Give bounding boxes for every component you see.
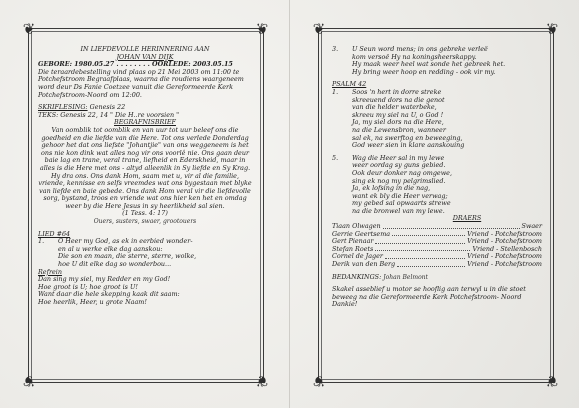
corner-ornament-icon: ❦: [545, 372, 559, 390]
pallbearer-name: Stefan Roets: [332, 244, 374, 253]
lied-line: Die son en maan, die sterre, sterre, wolke,: [58, 252, 197, 261]
pallbearer-name: Gert Pienaar: [332, 237, 374, 246]
pallbearer-role: Vriend - Potchefstroom: [467, 237, 542, 246]
lied-line: hoe U dit elke dag so wonderbou...: [58, 260, 172, 269]
pallbearer-role: Vriend - Potchefstroom: [467, 229, 542, 238]
lied-verse-number: 1.: [38, 237, 45, 246]
corner-ornament-icon: ❦: [22, 372, 36, 390]
fold-line: [289, 0, 290, 408]
verse-line: na die Lewensbron, wanneer: [352, 125, 446, 134]
lied-line: en al u werke elke dag aanskou:: [58, 244, 163, 253]
right-page-content: [332, 46, 542, 309]
pallbearer-name: Gerrie Geertsema: [332, 229, 391, 238]
pallbearer-name: Tiaan Olwagen: [332, 222, 381, 231]
psalm-verse-1: [332, 89, 542, 150]
deceased-name: JOHAN VAN DIJK: [116, 52, 174, 61]
corner-ornament-icon: ❦: [545, 20, 559, 38]
verse-line: want ek bly die Heer verwag;: [352, 191, 448, 200]
verse-number: 5.: [332, 153, 339, 162]
corner-ornament-icon: ❦: [312, 20, 326, 38]
pallbearer-role: Vriend - Potchefstroom: [467, 260, 542, 269]
begrafnis-signature: Ouers, susters, swaer, grootouers: [93, 218, 197, 226]
verse-line: Ja, my siel dors na die Here,: [352, 118, 444, 127]
scripture-value: Genesis 22: [89, 103, 126, 112]
lied-verse: [38, 238, 252, 268]
bedankings-value: Johan Belmont: [383, 273, 428, 281]
corner-ornament-icon: ❦: [255, 20, 269, 38]
refrein-line: Hoe heerlik, Heer, u grote Naam!: [38, 298, 147, 306]
lied-title: LIED #64: [38, 229, 71, 238]
pallbearer-name: Cornel de Jager: [332, 252, 383, 261]
verse-line: kom versoë Hy na koningsheerskappy.: [352, 52, 477, 61]
hymn-verse-3: [332, 46, 542, 76]
verse-line: sing ek nog my pelgrimslied.: [352, 176, 446, 185]
verse-line: na die bronwel van my lewe.: [352, 206, 445, 215]
verse-line: Ook deur donker nag omgewe,: [352, 168, 452, 177]
refrein-title: Refrein: [38, 267, 62, 276]
verse-number: 3.: [332, 45, 339, 53]
scripture-label: SKRIFLESING:: [38, 103, 88, 112]
left-page-content: [38, 46, 252, 307]
pallbearer-list: [332, 223, 542, 269]
begrafnis-body: Van oomblik tot oomblik en van uur tot uur beleef ons die goedheid en die liefde van die Here. Tot ons verlede Donderdag gehoor het dat ons liefste "Johantjie" van ons weggeneem is het ons nie kon dink wat alles nog vir ons voorlê nie. Ons gaan deur baie lag en trane, veral trane, liefheid en Ederskheid, maar in alles is die Here met ons - altyd alleenlik in Sy liefde en Sy Krag. Hy dra ons. Ons dank Hom, saam met u, vir al die familie, vriende, kennisse en selfs vreemdes wat ons bygestaan met blyke van liefde en baie gebede. Ons dank Hom veral vir die liefdevolle sorg, bystand, troos en vriende wat ons hier ken het en omdag weer by die Here Jesus in sy heerlikheid sal sien.: [38, 125, 252, 210]
text-value: Genesis 22, 14 " Die H..re voorsien ": [60, 110, 180, 119]
verse-line: skreeu my siel na U, o God !: [352, 110, 444, 119]
bedankings-label: BEDANKINGS:: [332, 272, 382, 281]
pallbearer-role: Swaer: [521, 222, 542, 231]
verse-line: Soos 'n hert in dorre streke: [352, 87, 442, 96]
pallbearer-role: Vriend - Potchefstroom: [467, 252, 542, 261]
lied-line: O Heer my God, as ek in eerbied wonder-: [58, 237, 193, 246]
pallbearer-role: Vriend - Stellenbosch: [472, 244, 542, 253]
pallbearer-name: Derik van den Berg: [332, 260, 396, 269]
pallbearer-row: [332, 261, 542, 269]
corner-ornament-icon: ❦: [312, 372, 326, 390]
corner-ornament-icon: ❦: [22, 20, 36, 38]
verse-line: my gebed sal opwaarts strewe: [352, 199, 451, 208]
memorial-heading: IN LIEFDEVOLLE HERINNERING AAN: [80, 45, 210, 53]
draers-title: DRAERS: [452, 214, 482, 223]
funeral-notice: Die teraardebestelling vind plaas op 21 Mei 2003 om 11:00 te Potchefstroom Begraafplaas, waarna die roudiens waargeneem word deur Ds Fanie Coetzee vanuit die Gereformeerde Kerk Potchefstroom-Noord om 12:00.: [38, 67, 244, 99]
refrein-line: Hoe groot is U; hoe groot is U!: [38, 282, 138, 291]
closing-note: Skakel asseblief u motor se hooflig aan terwyl u in die stoet beweeg na die Gereformeerde Kerk Potchefstroom- Noord Dankie!: [332, 285, 526, 309]
begrafnis-reference: (1 Tess. 4: 17): [122, 209, 168, 218]
corner-ornament-icon: ❦: [255, 372, 269, 390]
birth-death-dates: GEBORE: 1980.05.27 . . . . . . . . OORLEDE: 2003.05.15: [38, 60, 233, 69]
verse-line: God weer sien in klare aanskouing: [352, 141, 465, 150]
verse-line: weer oordag sy guns gebied.: [352, 161, 446, 170]
verse-line: U Seun word mens; in ons gebreke verleë: [352, 45, 488, 53]
refrein-line: Want daar die hele skepping kaak dit saam:: [38, 290, 180, 299]
psalm-title: PSALM 42: [332, 80, 367, 89]
text-label: TEKS:: [38, 110, 59, 119]
verse-number: 1.: [332, 87, 339, 96]
verse-line: skreeuend dors na die genot: [352, 95, 445, 104]
begrafnis-title: BEGRAFNISBRIEF: [114, 118, 176, 127]
verse-line: Wag die Heer sal in my lewe: [352, 153, 445, 162]
refrein-line: Dan sing my siel, my Redder en my God!: [38, 275, 171, 284]
verse-line: Hy bring weer hoop en redding - ook vir my.: [352, 67, 496, 76]
bedankings: [332, 274, 542, 282]
psalm-verse-5: [332, 155, 542, 216]
verse-line: van die helder waterbeke,: [352, 103, 437, 112]
verse-line: Ja, ek lofsing in die nag,: [352, 184, 431, 193]
verse-line: sal ek, na swerftog en beweeging,: [352, 133, 463, 142]
verse-line: Hy maak weer heel wat sonde het gebreek het.: [352, 60, 506, 69]
